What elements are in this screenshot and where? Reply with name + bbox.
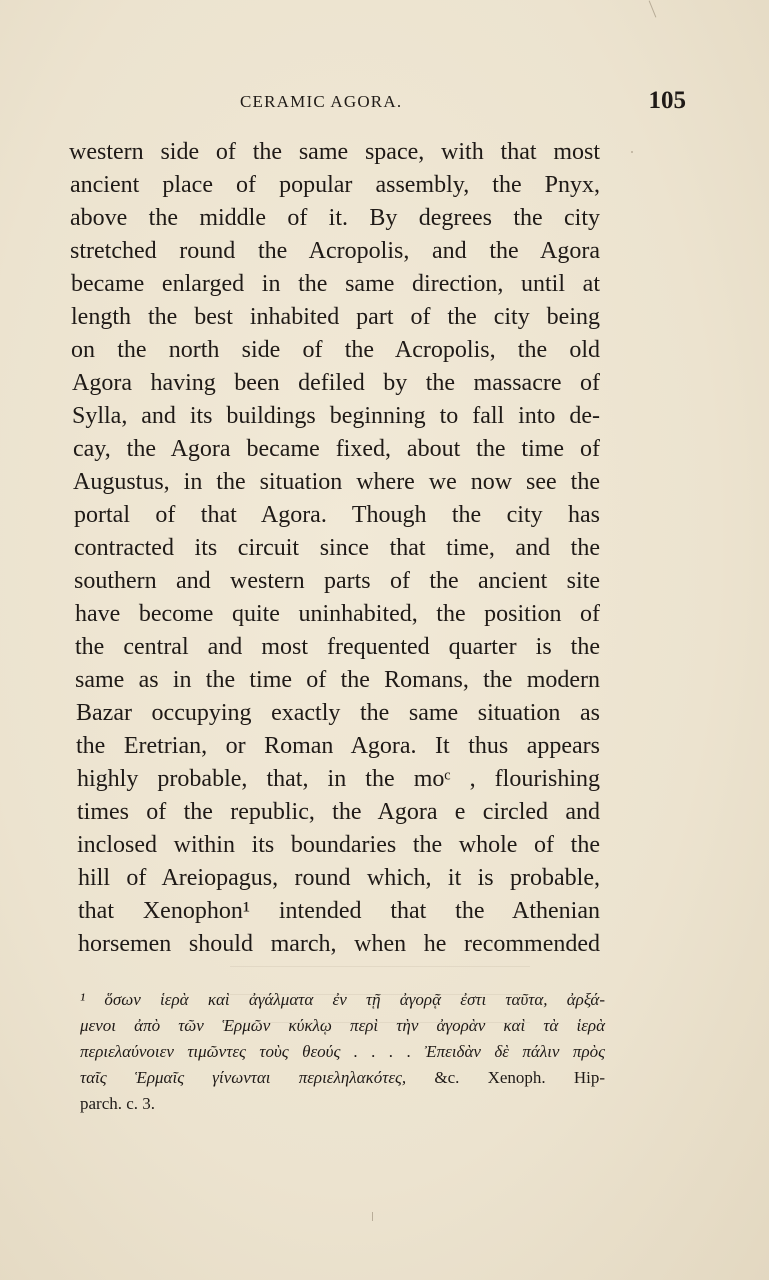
paper-mark (649, 0, 657, 17)
text-line: highly probable, that, in the moᶜ , flourishing (77, 766, 600, 792)
page-number: 105 (648, 87, 686, 114)
paper-mark (372, 1212, 373, 1221)
text-line: the central and most frequented quarter is the (75, 634, 600, 660)
text-line: portal of that Agora. Though the city has (74, 502, 600, 528)
footnote-line: μενοι ἀπὸ τῶν Ἑρμῶν κύκλῳ περὶ τὴν ἀγορὰν καὶ τὰ ἱερὰ (80, 1016, 605, 1035)
footnote-line: parch. c. 3. (80, 1094, 156, 1113)
footnote-line: ¹ ὅσων ἱερὰ καὶ ἀγάλματα ἐν τῇ ἀγορᾷ ἐστι ταῦτα, ἀρξά- (80, 990, 605, 1009)
text-line: horsemen should march, when he recommended (78, 931, 600, 957)
text-line: inclosed within its boundaries the whole of the (77, 832, 600, 858)
footnote-greek-fragment: ταῖς Ἑρμαῖς γίνωνται περιεληλακότες, (80, 1068, 407, 1087)
text-line: above the middle of it. By degrees the city (70, 205, 600, 231)
text-line: length the best inhabited part of the city being (71, 304, 600, 330)
main-text (69, 136, 600, 961)
text-line: cay, the Agora became fixed, about the time of (73, 436, 600, 462)
text-line: on the north side of the Acropolis, the old (71, 337, 600, 363)
text-line: Bazar occupying exactly the same situation as (76, 700, 600, 726)
running-title: CERAMIC AGORA. (240, 92, 403, 111)
text-line: ancient place of popular assembly, the Pnyx, (70, 172, 600, 198)
text-line: became enlarged in the same direction, until at (71, 271, 600, 297)
text-line: times of the republic, the Agora e circled and (77, 799, 600, 825)
text-line: western side of the same space, with that most (69, 139, 600, 165)
text-line: hill of Areiopagus, round which, it is probable, (78, 865, 600, 891)
footnote-line (80, 1065, 605, 1091)
running-head (69, 87, 686, 117)
footnote-block (80, 987, 605, 1117)
text-line: Augustus, in the situation where we now see the (73, 469, 600, 495)
text-line: southern and western parts of the ancient site (74, 568, 600, 594)
footnote-citation: &c. Xenoph. Hip- (434, 1068, 605, 1087)
text-line: that Xenophon¹ intended that the Athenian (78, 898, 600, 924)
text-line: Sylla, and its buildings beginning to fall into de- (72, 403, 600, 429)
text-line: stretched round the Acropolis, and the Agora (70, 238, 600, 264)
text-line: have become quite uninhabited, the position of (75, 601, 600, 627)
text-line: same as in the time of the Romans, the modern (75, 667, 600, 693)
text-line: contracted its circuit since that time, and the (74, 535, 600, 561)
text-line: Agora having been defiled by the massacre of (72, 370, 600, 396)
text-line: the Eretrian, or Roman Agora. It thus appears (76, 733, 600, 759)
footnote-line: περιελαύνοιεν τιμῶντες τοὺς θεούς . . . . Ἐπειδὰν δὲ πάλιν πρὸς (80, 1042, 605, 1061)
paper-speck (631, 151, 633, 153)
